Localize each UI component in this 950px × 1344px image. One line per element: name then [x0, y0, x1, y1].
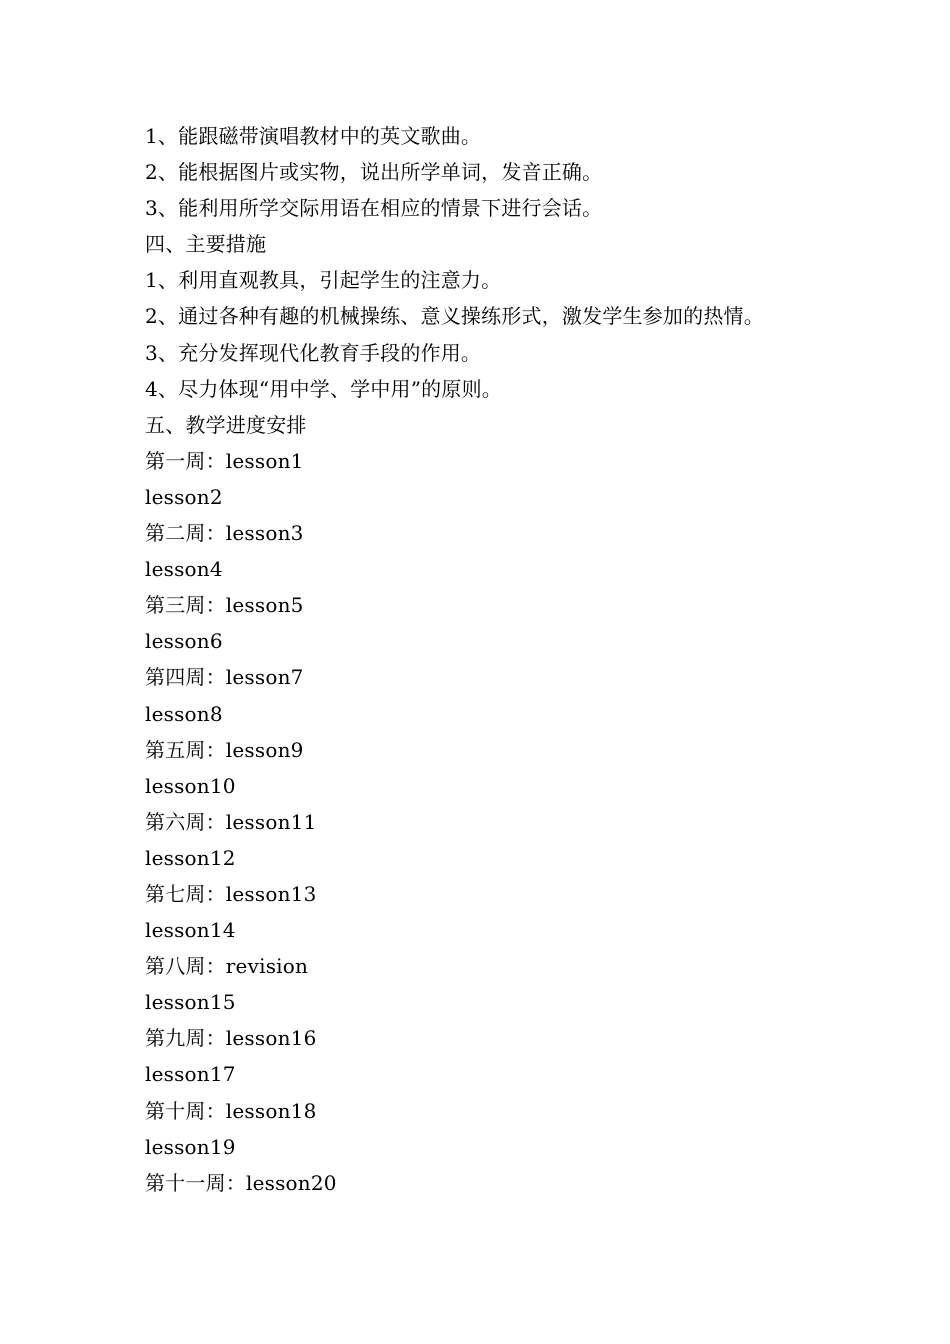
measure-item-3: 3、充分发挥现代化教育手段的作用。 — [145, 340, 482, 365]
schedule-lesson-line: lesson10 — [145, 773, 236, 798]
schedule-lesson-line: lesson6 — [145, 629, 223, 654]
schedule-week-2: 第二周：lesson3 — [145, 521, 304, 546]
schedule-week-5: 第五周：lesson9 — [145, 737, 304, 762]
schedule-week-6: 第六周：lesson11 — [145, 809, 317, 834]
goal-item-2: 2、能根据图片或实物，说出所学单词，发音正确。 — [145, 160, 603, 185]
schedule-week-7: 第七周：lesson13 — [145, 881, 317, 906]
schedule-lesson-line: lesson2 — [145, 484, 223, 509]
schedule-lesson-line: lesson4 — [145, 557, 223, 582]
goal-item-1: 1、能跟磁带演唱教材中的英文歌曲。 — [145, 124, 482, 148]
schedule-lesson-line: lesson8 — [145, 701, 223, 726]
schedule-lesson-line: lesson14 — [145, 918, 236, 943]
schedule-week-11: 第十一周：lesson20 — [145, 1170, 337, 1195]
schedule-week-9: 第九周：lesson16 — [145, 1026, 317, 1051]
schedule-week-4: 第四周：lesson7 — [145, 665, 304, 690]
goal-item-3: 3、能利用所学交际用语在相应的情景下进行会话。 — [145, 196, 603, 221]
measure-item-2: 2、通过各种有趣的机械操练、意义操练形式，激发学生参加的热情。 — [145, 304, 764, 329]
measure-item-4: 4、尽力体现“用中学、学中用”的原则。 — [145, 376, 502, 401]
section-heading-schedule: 五、教学进度安排 — [145, 412, 307, 437]
schedule-week-3: 第三周：lesson5 — [145, 593, 304, 618]
schedule-lesson-line: lesson19 — [145, 1134, 236, 1159]
document-body — [145, 118, 865, 1201]
schedule-week-8: 第八周：revision — [145, 954, 309, 979]
schedule-week-1: 第一周：lesson1 — [145, 448, 304, 473]
schedule-week-10: 第十周：lesson18 — [145, 1098, 317, 1123]
section-heading-measures: 四、主要措施 — [145, 232, 267, 257]
schedule-lesson-line: lesson15 — [145, 990, 236, 1015]
measure-item-1: 1、利用直观教具，引起学生的注意力。 — [145, 268, 502, 293]
schedule-lesson-line: lesson17 — [145, 1062, 236, 1087]
schedule-lesson-line: lesson12 — [145, 845, 236, 870]
